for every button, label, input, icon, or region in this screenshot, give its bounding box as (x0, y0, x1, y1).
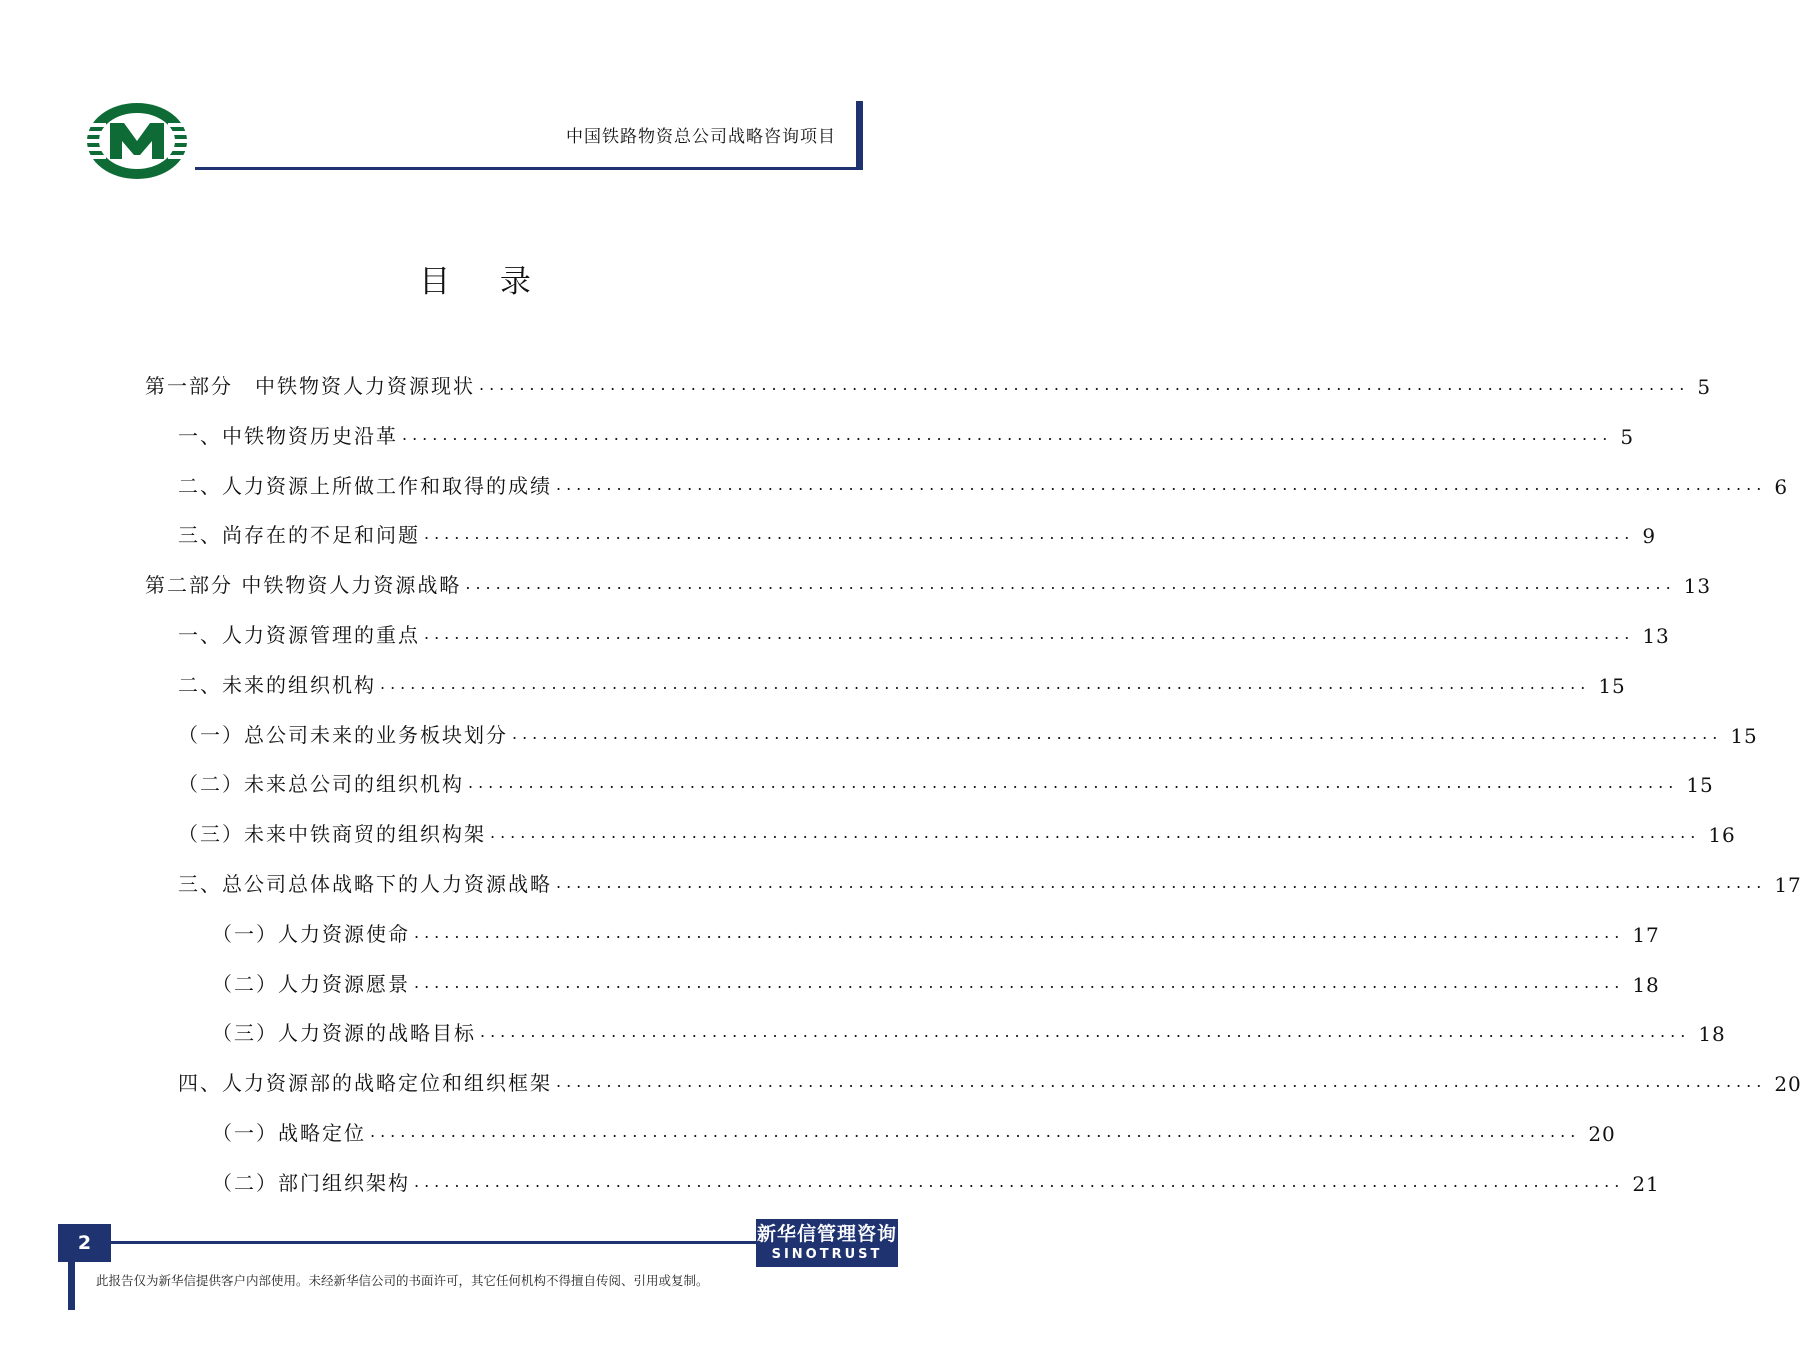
toc-leader-dots: ........................................................................................................................ (468, 773, 1679, 793)
toc-entry-page: 17 (1774, 873, 1802, 897)
toc-entry-page: 18 (1698, 1022, 1726, 1047)
toc-entry[interactable] (178, 604, 1670, 648)
toc-entry-label: 三、总公司总体战略下的人力资源战略 (178, 872, 552, 896)
toc-entry[interactable] (145, 355, 1712, 399)
toc-leader-dots: ........................................................................................................................ (512, 723, 1723, 743)
toc-entry-label: （二）人力资源愿景 (212, 971, 410, 996)
brand-name-en: SINOTRUST (771, 1247, 883, 1262)
toc-entry-page: 15 (1598, 673, 1626, 698)
toc-entry-page: 13 (1642, 624, 1670, 648)
toc-entry[interactable] (178, 803, 1736, 848)
toc-entry[interactable] (145, 554, 1712, 599)
confidentiality-note: 此报告仅为新华信提供客户内部使用。未经新华信公司的书面许可，其它任何机构不得擅自传阅、引用或复制。 (96, 1273, 709, 1288)
toc-leader-dots: ........................................................................................................................ (424, 624, 1635, 643)
toc-entry-label: 第二部分 中铁物资人力资源战略 (145, 573, 462, 598)
toc-entry-page: 6 (1774, 474, 1789, 499)
toc-leader-dots: ........................................................................................................................ (414, 1171, 1625, 1191)
toc-entry[interactable] (178, 704, 1758, 748)
toc-entry[interactable] (178, 405, 1635, 449)
toc-entry-label: 二、人力资源上所做工作和取得的成绩 (178, 473, 552, 498)
toc-entry-label: （三）人力资源的战略目标 (212, 1021, 476, 1046)
toc-entry[interactable] (178, 753, 1714, 798)
footer-rule (111, 1241, 759, 1244)
toc-leader-dots: ........................................................................................................................ (424, 524, 1635, 544)
toc-leader-dots: ........................................................................................................................ (556, 873, 1767, 892)
header-rule (195, 167, 863, 170)
toc-leader-dots: ........................................................................................................................ (556, 1072, 1767, 1092)
toc-entry[interactable] (212, 953, 1660, 997)
toc-entry[interactable] (212, 1152, 1660, 1196)
toc-entry-page: 21 (1632, 1171, 1660, 1196)
header-accent-bar (856, 101, 863, 170)
toc-entry-label: 第一部分 中铁物资人力资源现状 (145, 374, 475, 398)
toc-entry[interactable] (178, 504, 1657, 549)
toc-leader-dots: ........................................................................................................................ (414, 922, 1625, 942)
toc-leader-dots: ........................................................................................................................ (556, 474, 1767, 494)
toc-entry-page: 9 (1642, 524, 1657, 549)
toc-leader-dots: ........................................................................................................................ (370, 1122, 1581, 1141)
toc-entry-page: 5 (1697, 375, 1712, 399)
toc-entry-page: 20 (1588, 1122, 1616, 1146)
toc-entry-label: （一）人力资源使命 (212, 921, 410, 946)
toc-entry-label: 二、未来的组织机构 (178, 672, 376, 697)
toc-leader-dots: ........................................................................................................................ (490, 823, 1701, 843)
toc-leader-dots: ........................................................................................................................ (414, 972, 1625, 992)
m-logo-icon (84, 101, 190, 181)
toc-entry-page: 5 (1620, 424, 1635, 449)
header-title: 中国铁路物资总公司战略咨询项目 (566, 127, 836, 147)
toc-entry-page: 17 (1632, 922, 1660, 947)
footer-accent-bar (68, 1262, 75, 1310)
toc-entry-label: （一）总公司未来的业务板块划分 (178, 722, 508, 747)
toc-entry-page: 18 (1632, 972, 1660, 997)
page-number-badge (58, 1224, 111, 1262)
toc-leader-dots: ........................................................................................................................ (380, 673, 1591, 693)
toc-leader-dots: ........................................................................................................................ (480, 1022, 1691, 1042)
toc-entry-label: 一、中铁物资历史沿革 (178, 423, 398, 448)
toc-entry-label: 三、尚存在的不足和问题 (178, 523, 420, 548)
toc-entry-label: （一）战略定位 (212, 1121, 366, 1145)
toc-entry[interactable] (178, 654, 1626, 698)
toc-entry-page: 13 (1683, 574, 1712, 599)
toc-entry[interactable] (212, 903, 1660, 947)
brand-logo (756, 1219, 898, 1267)
toc-heading: 目 录 (419, 264, 551, 300)
toc-entry-page: 16 (1708, 823, 1736, 848)
toc-entry-label: 四、人力资源部的战略定位和组织框架 (178, 1071, 552, 1096)
toc-entry-label: （二）部门组织架构 (212, 1170, 410, 1195)
toc-leader-dots: ........................................................................................................................ (479, 375, 1690, 394)
page-number: 2 (77, 1232, 92, 1254)
toc-entry-page: 20 (1774, 1072, 1802, 1097)
toc-entry[interactable] (212, 1002, 1726, 1047)
toc-entry-page: 15 (1730, 723, 1758, 748)
toc-leader-dots: ........................................................................................................................ (465, 574, 1676, 594)
toc-entry-page: 15 (1686, 773, 1714, 798)
brand-name-cn: 新华信管理咨询 (756, 1223, 897, 1245)
toc-entry-label: 一、人力资源管理的重点 (178, 623, 420, 647)
toc-entry[interactable] (178, 1052, 1802, 1097)
toc-entry[interactable] (212, 1102, 1616, 1146)
toc-entry-label: （三）未来中铁商贸的组织构架 (178, 822, 486, 847)
toc-entry[interactable] (178, 853, 1802, 897)
toc-leader-dots: ........................................................................................................................ (402, 424, 1613, 444)
toc-entry-label: （二）未来总公司的组织机构 (178, 772, 464, 797)
toc-entry[interactable] (178, 455, 1789, 499)
